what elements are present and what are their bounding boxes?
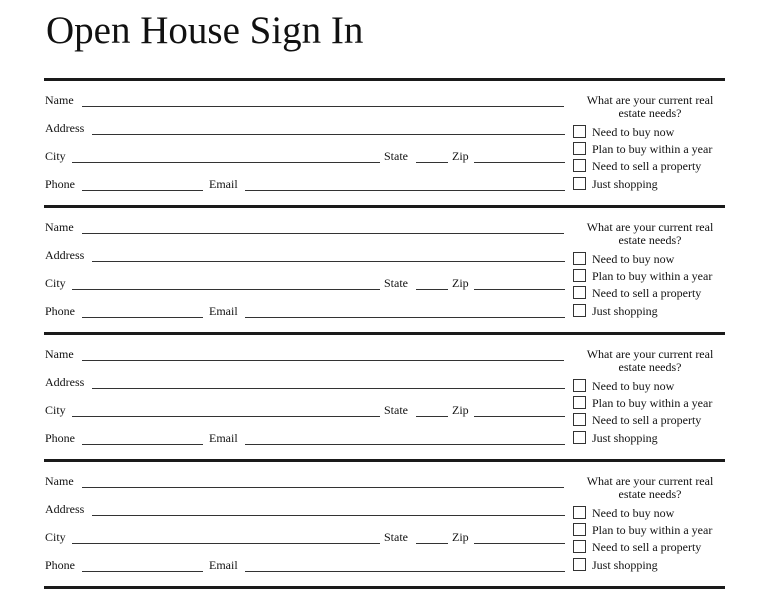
- name-label: Name: [45, 347, 74, 361]
- email-field[interactable]: [245, 317, 565, 318]
- name-label: Name: [45, 93, 74, 107]
- name-field[interactable]: [82, 360, 564, 361]
- plan-to-buy-checkbox[interactable]: [573, 523, 586, 536]
- sign-in-entry: [0, 463, 768, 591]
- page-title: Open House Sign In: [46, 9, 364, 52]
- just-shopping-checkbox[interactable]: [573, 558, 586, 571]
- city-field[interactable]: [72, 543, 380, 544]
- just-shopping-label: Just shopping: [592, 558, 658, 572]
- need-to-buy-label: Need to buy now: [592, 506, 675, 520]
- email-field[interactable]: [245, 190, 565, 191]
- need-to-buy-label: Need to buy now: [592, 252, 675, 266]
- need-to-buy-label: Need to buy now: [592, 379, 675, 393]
- zip-label: Zip: [452, 530, 469, 544]
- top-divider: [44, 78, 725, 81]
- address-label: Address: [45, 248, 85, 262]
- address-label: Address: [45, 375, 85, 389]
- name-field[interactable]: [82, 233, 564, 234]
- needs-question: What are your current real estate needs?: [586, 220, 714, 247]
- need-to-sell-checkbox[interactable]: [573, 286, 586, 299]
- entry-divider: [44, 459, 725, 462]
- phone-field[interactable]: [82, 317, 203, 318]
- state-label: State: [384, 276, 408, 290]
- need-to-sell-checkbox[interactable]: [573, 159, 586, 172]
- plan-to-buy-label: Plan to buy within a year: [592, 142, 713, 156]
- zip-field[interactable]: [474, 289, 565, 290]
- need-to-sell-checkbox[interactable]: [573, 540, 586, 553]
- just-shopping-label: Just shopping: [592, 431, 658, 445]
- plan-to-buy-label: Plan to buy within a year: [592, 269, 713, 283]
- email-label: Email: [209, 431, 238, 445]
- sign-in-entry: [0, 82, 768, 210]
- city-label: City: [45, 530, 66, 544]
- just-shopping-checkbox[interactable]: [573, 304, 586, 317]
- phone-field[interactable]: [82, 190, 203, 191]
- plan-to-buy-checkbox[interactable]: [573, 142, 586, 155]
- email-field[interactable]: [245, 444, 565, 445]
- email-label: Email: [209, 177, 238, 191]
- phone-label: Phone: [45, 431, 75, 445]
- plan-to-buy-label: Plan to buy within a year: [592, 523, 713, 537]
- needs-question: What are your current real estate needs?: [586, 474, 714, 501]
- email-label: Email: [209, 304, 238, 318]
- just-shopping-label: Just shopping: [592, 177, 658, 191]
- need-to-buy-checkbox[interactable]: [573, 125, 586, 138]
- plan-to-buy-checkbox[interactable]: [573, 396, 586, 409]
- just-shopping-label: Just shopping: [592, 304, 658, 318]
- plan-to-buy-checkbox[interactable]: [573, 269, 586, 282]
- need-to-sell-checkbox[interactable]: [573, 413, 586, 426]
- address-field[interactable]: [92, 515, 565, 516]
- need-to-buy-checkbox[interactable]: [573, 252, 586, 265]
- name-field[interactable]: [82, 106, 564, 107]
- need-to-sell-label: Need to sell a property: [592, 540, 702, 554]
- just-shopping-checkbox[interactable]: [573, 431, 586, 444]
- address-label: Address: [45, 502, 85, 516]
- state-label: State: [384, 403, 408, 417]
- state-field[interactable]: [416, 162, 448, 163]
- email-label: Email: [209, 558, 238, 572]
- state-label: State: [384, 530, 408, 544]
- phone-field[interactable]: [82, 571, 203, 572]
- email-field[interactable]: [245, 571, 565, 572]
- zip-field[interactable]: [474, 162, 565, 163]
- zip-label: Zip: [452, 403, 469, 417]
- city-field[interactable]: [72, 416, 380, 417]
- plan-to-buy-label: Plan to buy within a year: [592, 396, 713, 410]
- state-field[interactable]: [416, 416, 448, 417]
- address-field[interactable]: [92, 261, 565, 262]
- state-field[interactable]: [416, 543, 448, 544]
- entry-divider: [44, 205, 725, 208]
- zip-label: Zip: [452, 149, 469, 163]
- just-shopping-checkbox[interactable]: [573, 177, 586, 190]
- need-to-buy-label: Need to buy now: [592, 125, 675, 139]
- phone-label: Phone: [45, 558, 75, 572]
- state-label: State: [384, 149, 408, 163]
- zip-label: Zip: [452, 276, 469, 290]
- state-field[interactable]: [416, 289, 448, 290]
- city-label: City: [45, 276, 66, 290]
- zip-field[interactable]: [474, 416, 565, 417]
- needs-question: What are your current real estate needs?: [586, 93, 714, 120]
- phone-field[interactable]: [82, 444, 203, 445]
- need-to-sell-label: Need to sell a property: [592, 159, 702, 173]
- name-label: Name: [45, 474, 74, 488]
- phone-label: Phone: [45, 177, 75, 191]
- entry-divider: [44, 586, 725, 589]
- city-label: City: [45, 149, 66, 163]
- name-label: Name: [45, 220, 74, 234]
- address-label: Address: [45, 121, 85, 135]
- need-to-buy-checkbox[interactable]: [573, 506, 586, 519]
- name-field[interactable]: [82, 487, 564, 488]
- zip-field[interactable]: [474, 543, 565, 544]
- phone-label: Phone: [45, 304, 75, 318]
- entry-divider: [44, 332, 725, 335]
- need-to-sell-label: Need to sell a property: [592, 286, 702, 300]
- address-field[interactable]: [92, 388, 565, 389]
- need-to-buy-checkbox[interactable]: [573, 379, 586, 392]
- city-label: City: [45, 403, 66, 417]
- need-to-sell-label: Need to sell a property: [592, 413, 702, 427]
- sign-in-entry: [0, 336, 768, 464]
- sign-in-entry: [0, 209, 768, 337]
- address-field[interactable]: [92, 134, 565, 135]
- city-field[interactable]: [72, 162, 380, 163]
- city-field[interactable]: [72, 289, 380, 290]
- needs-question: What are your current real estate needs?: [586, 347, 714, 374]
